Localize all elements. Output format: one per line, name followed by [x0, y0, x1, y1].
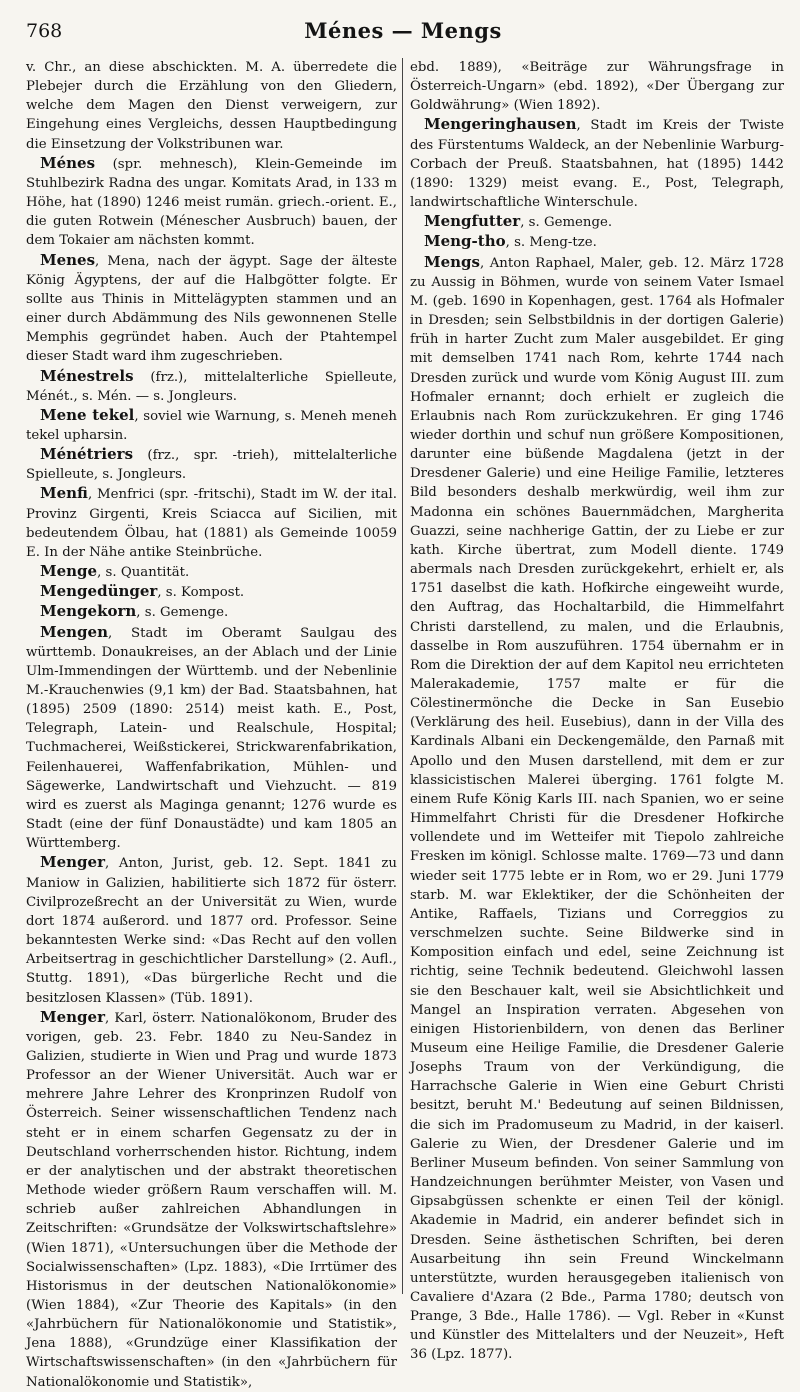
entry-text: , Stadt im Kreis der Twiste des Fürstentums Waldeck, an der Nebenlinie Warburg-Corbach der Preuß. Staatsbahnen, hat (1895) 1442 (1890: 1329) meist evang. E., Post, Telegraph, landwirtschaftliche Winterschule.	[410, 118, 784, 211]
entry-text: , s. Gemenge.	[520, 215, 613, 231]
entry-text: v. Chr., an diese abschickten. M. A. überredete die Plebejer durch die Erzählung von den Gliedern, welche dem Magen den Dienst verweigern, zur Eingehung eines Vergleichs, dessen Hauptbedingung die Einsetzung der Volkstribunen war.	[26, 60, 397, 152]
entry-headword: Mengekorn	[40, 602, 137, 621]
entry-headword: Mengfutter	[424, 212, 521, 231]
entry-text: , Anton, Jurist, geb. 12. Sept. 1841 zu Maniow in Galizien, habilitierte sich 1872 für österr. Civilprozeßrecht an der Universität zu Wien, wurde dort 1874 außerord. und 1877 ord. Professor. Seine bekanntesten Werke sind: «Das Recht auf den vollen Arbeitsertrag in geschichtlicher Darstellung» (2. Aufl., Stuttg. 1891), «Das bürgerliche Recht und die besitzlosen Klassen» (Tüb. 1891).	[26, 856, 397, 1006]
entry-text: , Menfrici (spr. -fritschi), Stadt im W. der ital. Provinz Girgenti, Kreis Sciacca auf Sicilien, mit bedeutendem Ölbau, hat (1881) als Gemeinde 10059 E. In der Nähe antike Steinbrüche.	[26, 487, 397, 560]
dictionary-entry	[26, 367, 397, 406]
dictionary-entry	[26, 623, 397, 854]
entry-text: , soviel wie Warnung, s. Meneh meneh tekel upharsin.	[26, 408, 397, 443]
entry-headword: Mengen	[40, 622, 108, 641]
dictionary-entry	[410, 115, 784, 212]
dictionary-entry	[26, 251, 397, 367]
dictionary-entry	[410, 212, 784, 232]
entry-headword: Mengs	[424, 252, 480, 271]
entry-headword: Menger	[40, 853, 105, 872]
dictionary-entry	[26, 853, 397, 1007]
entry-text: (frz.), mittelalterliche Spielleute, Ménét., s. Mén. — s. Jongleurs.	[26, 369, 397, 404]
entry-headword: Menger	[40, 1007, 105, 1026]
entry-headword: Menes	[40, 250, 96, 269]
entry-text: , Karl, österr. Nationalökonom, Bruder des vorigen, geb. 23. Febr. 1840 zu Neu-Sandez in Galizien, studierte in Wien und Prag und wurde 1873 Professor an der Wiener Universität. Auch war er mehrere Jahre Lehrer des Kronprinzen Rudolf von Österreich. Seiner wissenschaftlichen Tendenz nach steht er in einem scharfen Gegensatz zu der in Deutschland vorherrschenden histor. Richtung, indem er der analytischen und der abstrakt theoretischen Methode wieder größern Raum verschaffen will. M. schrieb außer zahlreichen Abhandlungen in Zeitschriften: «Grundsätze der Volkswirtschaftslehre» (Wien 1871), «Untersuchungen über die Methode der Socialwissenschaften» (Lpz. 1883), «Die Irrtümer des Historismus in der deutschen Nationalökonomie» (Wien 1884), «Zur Theorie des Kapitals» (in den «Jahrbüchern für Nationalökonomie und Statistik», Jena 1888), «Grundzüge einer Klassifikation der Wirtschaftswissenschaften» (in den «Jahrbüchern für Nationalökonomie und Statistik»,	[26, 1010, 397, 1390]
dictionary-entry	[26, 484, 397, 562]
entry-headword: Ménestrels	[40, 366, 134, 385]
running-head: Ménes — Mengs	[304, 18, 502, 43]
entry-text: , s. Meng-tze.	[505, 235, 597, 251]
entry-text: , s. Gemenge.	[136, 605, 229, 621]
entry-headword: Menge	[40, 562, 98, 581]
entry-text: (frz., spr. -trieh), mittelalterliche Spielleute, s. Jongleurs.	[26, 448, 397, 483]
entry-text: ebd. 1889), «Beiträge zur Währungsfrage in Österreich-Ungarn» (ebd. 1892), «Der Übergang zur Goldwährung» (Wien 1892).	[410, 60, 784, 114]
text-columns	[22, 58, 784, 1390]
entry-headword: Mene tekel	[40, 405, 135, 424]
entry-headword: Menfi	[40, 484, 88, 503]
dictionary-entry	[410, 232, 784, 252]
dictionary-entry	[26, 406, 397, 445]
entry-text: , s. Quantität.	[97, 565, 190, 581]
dictionary-entry	[26, 1008, 397, 1392]
document-page	[22, 14, 784, 1390]
dictionary-entry	[26, 58, 397, 154]
left-column	[26, 58, 397, 1390]
dictionary-entry	[26, 445, 397, 484]
entry-text: (spr. mehnesch), Klein-Gemeinde im Stuhlbezirk Radna des ungar. Komitats Arad, in 133 m Höhe, hat (1890) 1246 meist rumän. griech.-orient. E., die guten Rotwein (Ménescher Ausbruch) bauen, der dem Tokaier am nächsten kommt.	[26, 156, 397, 249]
dictionary-entry	[26, 154, 397, 251]
dictionary-entry	[410, 58, 784, 115]
dictionary-entry	[410, 253, 784, 1365]
dictionary-entry	[26, 602, 397, 622]
right-column	[410, 58, 784, 1363]
entry-headword: Ménétriers	[40, 445, 134, 464]
entry-text: , Mena, nach der ägypt. Sage der älteste König Ägyptens, der auf die Halbgötter folgte. Er sollte aus Thinis in Mittelägypten stammen und an einer durch Abdämmung des Nils gewonnenen Stelle Memphis gegründet haben. Auch der Ptahtempel dieser Stadt ward ihm zugeschrieben.	[26, 253, 397, 365]
entry-headword: Ménes	[40, 153, 96, 172]
page-number: 768	[26, 20, 63, 42]
entry-headword: Mengedünger	[40, 582, 158, 601]
entry-headword: Mengeringhausen	[424, 115, 577, 134]
dictionary-entry	[26, 582, 397, 602]
entry-text: , Anton Raphael, Maler, geb. 12. März 1728 zu Aussig in Böhmen, wurde von seinem Vater Ismael M. (geb. 1690 in Kopenhagen, gest. 1764 als Hofmaler in Dresden; sein Selbstbildnis in der dortigen Galerie) früh in harter Zucht zum Maler ausgebildet. Er ging mit demselben 1741 nach Rom, kehrte 1744 nach Dresden zurück und wurde vom König August III. zum Hofmaler ernannt; doch erhielt er zugleich die Erlaubnis nach Rom zurückzukehren. Er ging 1746 wieder dorthin und schuf nun größere Kompositionen, darunter eine büßende Magdalena (jetzt in der Dresdener Galerie) und eine Heilige Familie, letzteres Bild besonders deshalb merkwürdig, weil ihm zur Madonna ein schönes Bauernmädchen, Margherita Guazzi, seine nachherige Gattin, der zu Liebe er zur kath. Kirche übertrat, zum Modell diente. 1749 abermals nach Dresden zurückgekehrt, erhielt er, als 1751 daselbst die kath. Hofkirche eingeweiht wurde, den Auftrag, das Hochaltarbild, die Himmelfahrt Christi darstellend, zu malen, und die Erlaubnis, dasselbe in Rom auszuführen. 1754 übernahm er in Rom die Direktion der auf dem Kapitol neu errichteten Malerakademie, 1757 malte er für die Cölestinermönche die Decke in San Eusebio (Verklärung des heil. Eusebius), dann in der Villa des Kardinals Albani ein Deckengemälde, den Parnaß mit Apollo und den Musen darstellend, mit dem er zur klassicistischen Malerei überging. 1761 folgte M. einem Rufe König Karls III. nach Spanien, wo er seine Himmelfahrt Christi für die Dresdener Hofkirche vollendete und im Wetteifer mit Tiepolo zahlreiche Fresken im königl. Schlosse malte. 1769—73 und dann wieder seit 1775 lebte er in Rom, wo er 29. Juni 1779 starb. M. war Eklektiker, der die Schönheiten der Antike, Raffaels, Tizians und Correggios zu verschmelzen suchte. Seine Bildwerke sind in Komposition einfach und edel, seine Zeichnung ist richtig, seine Technik bedeutend. Gleichwohl lassen sie den Beschauer kalt, weil sie Absichtlichkeit und Mangel an Inspiration verraten. Abgesehen von einigen Historienbildern, von denen das Berliner Museum eine Heilige Familie, die Dresdener Galerie Josephs Traum von der Verkündigung, die Harrachsche Galerie in Wien eine Geburt Christi besitzt, beruht M.' Bedeutung auf seinen Bildnissen, die sich im Pradomuseum zu Madrid, in der kaiserl. Galerie zu Wien, der Dresdener Galerie und im Berliner Museum befinden. Von seiner Sammlung von Handzeichnungen berühmter Meister, von Vasen und Gipsabgüssen schenkte er einen Teil der königl. Akademie in Madrid, ein anderer befindet sich in Dresden. Seine ästhetischen Schriften, bei deren Ausarbeitung ihn sein Freund Winckelmann unterstützte, wurden herausgegeben italienisch von Cavaliere d'Azara (2 Bde., Parma 1780; deutsch von Prange, 3 Bde., Halle 1786). — Vgl. Reber in «Kunst und Künstler des Mittelalters und der Neuzeit», Heft 36 (Lpz. 1877).	[410, 255, 784, 1363]
entry-headword: Meng-tho	[424, 232, 506, 251]
entry-text: , Stadt im Oberamt Saulgau des württemb. Donaukreises, an der Ablach und der Linie Ulm-Immendingen der Württemb. und der Nebenlinie M.-Krauchenwies (9,1 km) der Bad. Staatsbahnen, hat (1895) 2509 (1890: 2514) meist kath. E., Post, Telegraph, Latein- und Realschule, Hospital; Tuchmacherei, Weißstickerei, Strickwarenfabrikation, Feilenhauerei, Waffenfabrikation, Mühlen- und Sägewerke, Landwirtschaft und Viehzucht. — 819 wird es zuerst als Maginga genannt; 1276 wurde es Stadt (eine der fünf Donaustädte) und kam 1805 an Württemberg.	[26, 625, 397, 852]
entry-text: , s. Kompost.	[157, 585, 245, 601]
dictionary-entry	[26, 562, 397, 582]
page-header	[22, 14, 784, 50]
